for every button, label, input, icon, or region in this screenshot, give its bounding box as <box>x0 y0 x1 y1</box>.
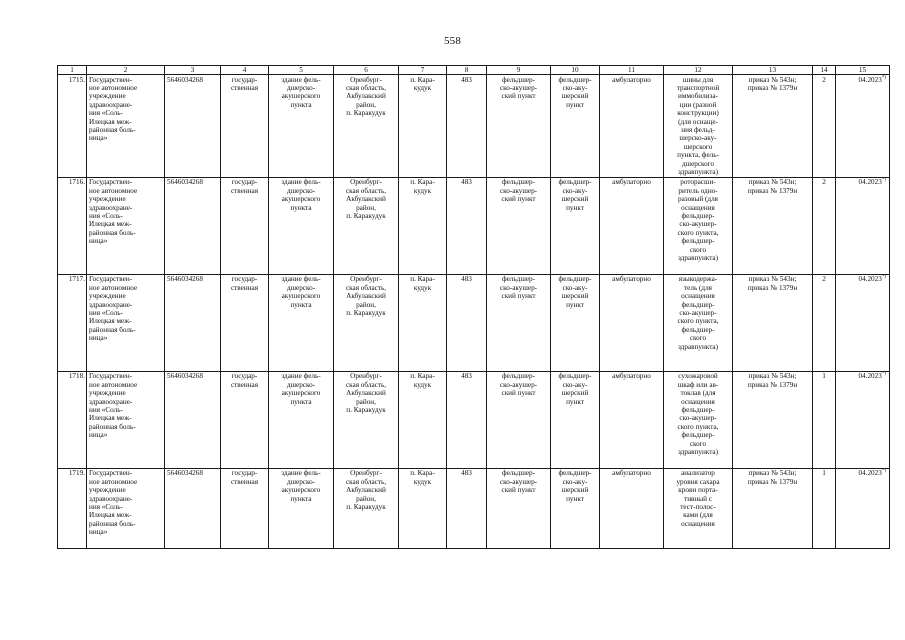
row-index: 1715. <box>58 75 87 178</box>
column-header: 9 <box>487 66 551 75</box>
footnote-mark: *) <box>881 371 886 377</box>
row-index: 1718. <box>58 371 87 468</box>
footnote-mark: *) <box>881 75 886 81</box>
ownership-cell: государ- ственная <box>221 274 269 371</box>
care-form-cell: амбулаторно <box>600 274 664 371</box>
unit-type-cell: фельдшер- ско-акушер- ский пункт <box>487 177 551 274</box>
column-header: 13 <box>733 66 813 75</box>
row-index: 1719. <box>58 468 87 548</box>
population-cell: 483 <box>447 468 487 548</box>
building-cell: здание фель- дшерско- акушерского пункта <box>269 274 334 371</box>
inn-cell: 5646034268 <box>165 177 221 274</box>
registry-table <box>57 65 890 549</box>
address-cell: Оренбург- ская область, Акбулакский район, п. Каракудук <box>334 468 399 548</box>
footnote-mark: *) <box>881 274 886 280</box>
inn-cell: 5646034268 <box>165 371 221 468</box>
inn-cell: 5646034268 <box>165 468 221 548</box>
column-header: 12 <box>664 66 733 75</box>
basis-cell: приказ № 543н; приказ № 1379н <box>733 371 813 468</box>
date-cell <box>836 177 890 274</box>
table-row <box>58 274 890 371</box>
basis-cell: приказ № 543н; приказ № 1379н <box>733 177 813 274</box>
organization-cell: Государствен- ное автономное учреждение здравоохране- ния «Соль- Илецкая меж- районная боль- ница» <box>87 468 165 548</box>
column-header: 6 <box>334 66 399 75</box>
quantity-cell: 2 <box>813 177 836 274</box>
date-value: 04.2023 <box>858 178 882 187</box>
footnote-mark: *) <box>881 468 886 474</box>
column-header: 1 <box>58 66 87 75</box>
unit-type-2-cell: фельдшер- ско-аку- шерский пункт <box>551 468 600 548</box>
quantity-cell: 1 <box>813 371 836 468</box>
date-cell <box>836 274 890 371</box>
table-row <box>58 468 890 548</box>
organization-cell: Государствен- ное автономное учреждение здравоохране- ния «Соль- Илецкая меж- районная боль- ница» <box>87 177 165 274</box>
building-cell: здание фель- дшерско- акушерского пункта <box>269 468 334 548</box>
quantity-cell: 1 <box>813 468 836 548</box>
column-header: 7 <box>399 66 447 75</box>
unit-type-cell: фельдшер- ско-акушер- ский пункт <box>487 371 551 468</box>
address-cell: Оренбург- ская область, Акбулакский район, п. Каракудук <box>334 274 399 371</box>
ownership-cell: государ- ственная <box>221 177 269 274</box>
unit-type-cell: фельдшер- ско-акушер- ский пункт <box>487 274 551 371</box>
date-value: 04.2023 <box>858 469 882 478</box>
column-header: 11 <box>600 66 664 75</box>
address-cell: Оренбург- ская область, Акбулакский район, п. Каракудук <box>334 177 399 274</box>
equipment-cell: языкодержа- тель (для оснащения фельдшер- ско-акушер- ского пункта, фельдшер- ского здравпункта) <box>664 274 733 371</box>
care-form-cell: амбулаторно <box>600 75 664 178</box>
basis-cell: приказ № 543н; приказ № 1379н <box>733 75 813 178</box>
building-cell: здание фель- дшерско- акушерского пункта <box>269 371 334 468</box>
unit-type-2-cell: фельдшер- ско-аку- шерский пункт <box>551 177 600 274</box>
unit-type-2-cell: фельдшер- ско-аку- шерский пункт <box>551 371 600 468</box>
date-cell <box>836 371 890 468</box>
care-form-cell: амбулаторно <box>600 177 664 274</box>
settlement-cell: п. Кара- кудук <box>399 468 447 548</box>
table-row <box>58 75 890 178</box>
unit-type-2-cell: фельдшер- ско-аку- шерский пункт <box>551 274 600 371</box>
column-header: 14 <box>813 66 836 75</box>
equipment-cell: анализатор уровня сахара крови порта- тивный с тест-полос- ками (для оснащения <box>664 468 733 548</box>
equipment-cell: шины для транспортной иммобилиза- ции (разной конструкции) (для оснаще- ния фельд- шерско-аку- шерского пункта, фель- дшерского здравпункта) <box>664 75 733 178</box>
settlement-cell: п. Кара- кудук <box>399 177 447 274</box>
column-header: 10 <box>551 66 600 75</box>
settlement-cell: п. Кара- кудук <box>399 274 447 371</box>
ownership-cell: государ- ственная <box>221 371 269 468</box>
row-index: 1716. <box>58 177 87 274</box>
unit-type-cell: фельдшер- ско-акушер- ский пункт <box>487 75 551 178</box>
settlement-cell: п. Кара- кудук <box>399 75 447 178</box>
unit-type-2-cell: фельдшер- ско-аку- шерский пункт <box>551 75 600 178</box>
care-form-cell: амбулаторно <box>600 371 664 468</box>
population-cell: 483 <box>447 371 487 468</box>
basis-cell: приказ № 543н; приказ № 1379н <box>733 274 813 371</box>
settlement-cell: п. Кара- кудук <box>399 371 447 468</box>
basis-cell: приказ № 543н; приказ № 1379н <box>733 468 813 548</box>
organization-cell: Государствен- ное автономное учреждение здравоохране- ния «Соль- Илецкая меж- районная боль- ница» <box>87 371 165 468</box>
date-value: 04.2023 <box>858 75 882 84</box>
organization-cell: Государствен- ное автономное учреждение здравоохране- ния «Соль- Илецкая меж- районная боль- ница» <box>87 75 165 178</box>
ownership-cell: государ- ственная <box>221 75 269 178</box>
date-cell <box>836 75 890 178</box>
population-cell: 483 <box>447 177 487 274</box>
organization-cell: Государствен- ное автономное учреждение здравоохране- ния «Соль- Илецкая меж- районная боль- ница» <box>87 274 165 371</box>
inn-cell: 5646034268 <box>165 274 221 371</box>
address-cell: Оренбург- ская область, Акбулакский район, п. Каракудук <box>334 371 399 468</box>
building-cell: здание фель- дшерско- акушерского пункта <box>269 177 334 274</box>
unit-type-cell: фельдшер- ско-акушер- ский пункт <box>487 468 551 548</box>
care-form-cell: амбулаторно <box>600 468 664 548</box>
date-cell <box>836 468 890 548</box>
address-cell: Оренбург- ская область, Акбулакский район, п. Каракудук <box>334 75 399 178</box>
population-cell: 483 <box>447 274 487 371</box>
page-number: 558 <box>443 35 462 47</box>
column-header: 5 <box>269 66 334 75</box>
table-row <box>58 177 890 274</box>
ownership-cell: государ- ственная <box>221 468 269 548</box>
quantity-cell: 2 <box>813 75 836 178</box>
quantity-cell: 2 <box>813 274 836 371</box>
table-row <box>58 371 890 468</box>
footnote-mark: *) <box>881 177 886 183</box>
date-value: 04.2023 <box>858 275 882 284</box>
column-number-row <box>58 66 890 75</box>
column-header: 2 <box>87 66 165 75</box>
column-header: 8 <box>447 66 487 75</box>
equipment-cell: сухожаровой шкаф или ав- токлав (для оснащения фельдшер- ско-акушер- ского пункта, фельдшер- ского здравпункта) <box>664 371 733 468</box>
building-cell: здание фель- дшерско- акушерского пункта <box>269 75 334 178</box>
column-header: 15 <box>836 66 890 75</box>
date-value: 04.2023 <box>858 372 882 381</box>
population-cell: 483 <box>447 75 487 178</box>
column-header: 3 <box>165 66 221 75</box>
inn-cell: 5646034268 <box>165 75 221 178</box>
column-header: 4 <box>221 66 269 75</box>
row-index: 1717. <box>58 274 87 371</box>
equipment-cell: роторасши- ритель одно- разовый (для оснащения фельдшер- ско-акушер- ского пункта, фельдшер- ского здравпункта) <box>664 177 733 274</box>
